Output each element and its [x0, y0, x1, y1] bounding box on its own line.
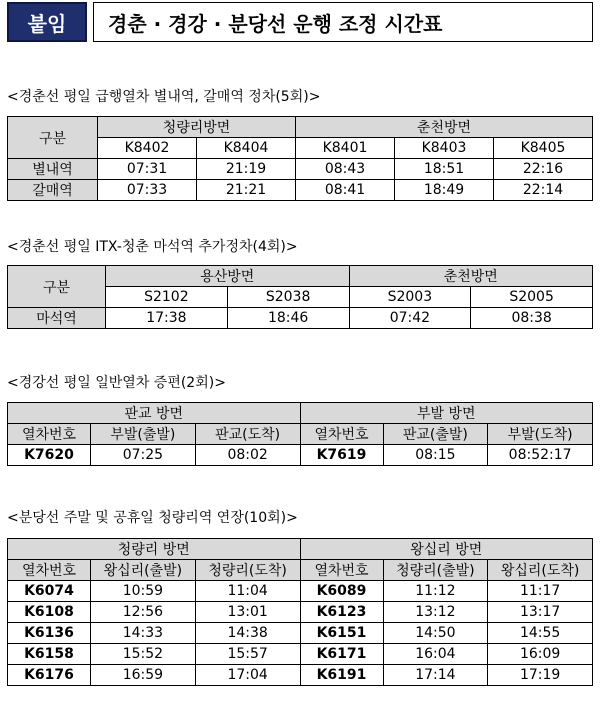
column-header: 청량리(도착) — [195, 560, 300, 581]
train-number: K6158 — [8, 644, 91, 665]
table-row — [8, 623, 593, 644]
train-number: K6089 — [300, 581, 383, 602]
attachment-tag: 붙임 — [7, 2, 87, 42]
time-cell: 21:19 — [197, 159, 296, 180]
table-row — [8, 159, 593, 180]
train-number: S2005 — [471, 287, 593, 308]
column-header: 열차번호 — [300, 560, 383, 581]
train-number: K6136 — [8, 623, 91, 644]
time-cell: 11:17 — [488, 581, 593, 602]
time-cell: 18:51 — [395, 159, 494, 180]
section-title: <경춘선 평일 급행열차 별내역, 갈매역 정차(5회)> — [7, 89, 321, 105]
time-cell: 13:17 — [488, 602, 593, 623]
table-row — [8, 308, 593, 329]
timetable — [7, 265, 593, 329]
direction-header: 춘천방면 — [349, 266, 593, 287]
section-title: <경강선 평일 일반열차 증편(2회)> — [7, 375, 226, 391]
time-cell: 16:59 — [91, 665, 196, 686]
time-cell: 17:38 — [106, 308, 228, 329]
time-cell: 08:02 — [195, 445, 300, 466]
time-cell: 17:19 — [488, 665, 593, 686]
train-number: K6108 — [8, 602, 91, 623]
time-cell: 08:52:17 — [488, 445, 593, 466]
train-number: S2038 — [227, 287, 349, 308]
time-cell: 14:33 — [91, 623, 196, 644]
column-header: 열차번호 — [8, 560, 91, 581]
table-row — [8, 644, 593, 665]
train-number: K6191 — [300, 665, 383, 686]
column-header: 열차번호 — [300, 424, 383, 445]
table-row — [8, 602, 593, 623]
time-cell: 11:04 — [195, 581, 300, 602]
train-number: K7620 — [8, 445, 91, 466]
train-number: K6176 — [8, 665, 91, 686]
time-cell: 22:16 — [494, 159, 593, 180]
table-row — [8, 665, 593, 686]
timetable — [7, 402, 593, 466]
section-title: <분당선 주말 및 공휴일 청량리역 연장(10회)> — [7, 510, 298, 526]
section-title: <경춘선 평일 ITX-청춘 마석역 추가정차(4회)> — [7, 239, 298, 255]
time-cell: 18:46 — [227, 308, 349, 329]
column-header: 판교(도착) — [195, 424, 300, 445]
train-number: K8402 — [98, 138, 197, 159]
time-cell: 13:12 — [383, 602, 488, 623]
direction-header: 춘천방면 — [296, 117, 593, 138]
document-header — [7, 2, 593, 42]
time-cell: 15:57 — [195, 644, 300, 665]
train-number: K8401 — [296, 138, 395, 159]
time-cell: 08:41 — [296, 180, 395, 201]
column-label: 구분 — [8, 117, 98, 159]
time-cell: 15:52 — [91, 644, 196, 665]
column-header: 청량리(출발) — [383, 560, 488, 581]
column-header: 부발(출발) — [91, 424, 196, 445]
column-header: 열차번호 — [8, 424, 91, 445]
time-cell: 16:09 — [488, 644, 593, 665]
time-cell: 08:15 — [383, 445, 488, 466]
time-cell: 08:43 — [296, 159, 395, 180]
time-cell: 16:04 — [383, 644, 488, 665]
time-cell: 07:33 — [98, 180, 197, 201]
direction-header: 판교 방면 — [8, 403, 301, 424]
train-number: K8403 — [395, 138, 494, 159]
time-cell: 18:49 — [395, 180, 494, 201]
train-number: S2003 — [349, 287, 471, 308]
column-header: 왕십리(도착) — [488, 560, 593, 581]
station-name: 별내역 — [8, 159, 98, 180]
time-cell: 17:04 — [195, 665, 300, 686]
train-number: K8405 — [494, 138, 593, 159]
train-number: K8404 — [197, 138, 296, 159]
train-number: K6171 — [300, 644, 383, 665]
table-row — [8, 581, 593, 602]
time-cell: 12:56 — [91, 602, 196, 623]
station-name: 마석역 — [8, 308, 106, 329]
train-number: K6123 — [300, 602, 383, 623]
column-header: 판교(출발) — [383, 424, 488, 445]
time-cell: 07:31 — [98, 159, 197, 180]
time-cell: 07:25 — [91, 445, 196, 466]
time-cell: 22:14 — [494, 180, 593, 201]
time-cell: 14:38 — [195, 623, 300, 644]
direction-header: 용산방면 — [106, 266, 350, 287]
train-number: K6074 — [8, 581, 91, 602]
table-row — [8, 445, 593, 466]
direction-header: 청량리 방면 — [8, 539, 301, 560]
direction-header: 부발 방면 — [300, 403, 593, 424]
train-number: K7619 — [300, 445, 383, 466]
train-number: S2102 — [106, 287, 228, 308]
time-cell: 14:50 — [383, 623, 488, 644]
time-cell: 13:01 — [195, 602, 300, 623]
time-cell: 07:42 — [349, 308, 471, 329]
station-name: 갈매역 — [8, 180, 98, 201]
timetable — [7, 538, 593, 686]
time-cell: 21:21 — [197, 180, 296, 201]
direction-header: 왕십리 방면 — [300, 539, 593, 560]
time-cell: 10:59 — [91, 581, 196, 602]
train-number: K6151 — [300, 623, 383, 644]
column-header: 부발(도착) — [488, 424, 593, 445]
time-cell: 17:14 — [383, 665, 488, 686]
time-cell: 08:38 — [471, 308, 593, 329]
column-header: 왕십리(출발) — [91, 560, 196, 581]
direction-header: 청량리방면 — [98, 117, 296, 138]
document-title: 경춘 · 경강 · 분당선 운행 조정 시간표 — [93, 2, 593, 42]
time-cell: 14:55 — [488, 623, 593, 644]
table-row — [8, 180, 593, 201]
timetable — [7, 116, 593, 201]
time-cell: 11:12 — [383, 581, 488, 602]
column-label: 구분 — [8, 266, 106, 308]
